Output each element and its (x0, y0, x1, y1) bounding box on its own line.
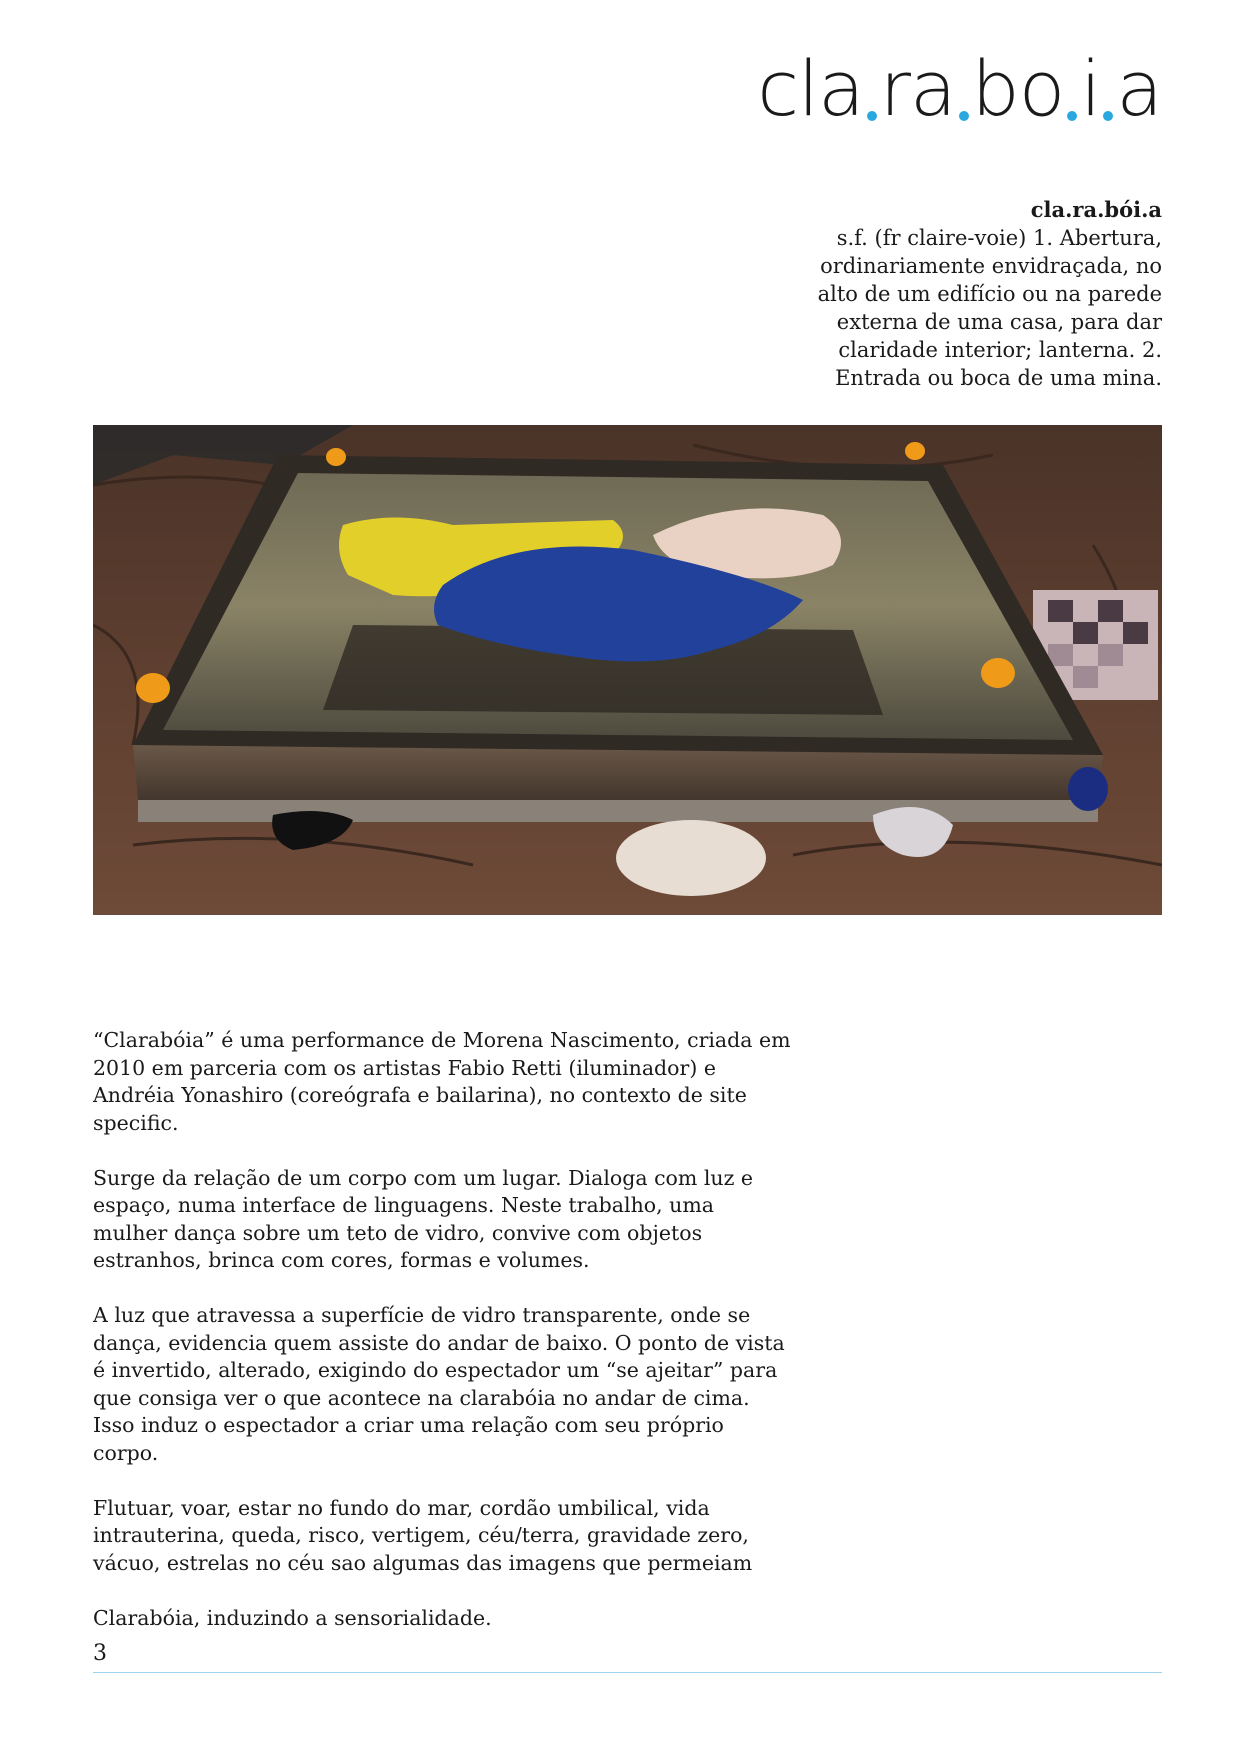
body-paragraph: Surge da relação de um corpo com um lugar. Dialoga com luz e espaço, numa interface de linguagens. Neste trabalho, uma mulher dança sobre um teto de vidro, convive com objetos estranhos, brinca com cores, formas e volumes. (93, 1165, 754, 1272)
definition-line: s.f. (fr claire-voie) 1. Abertura, (836, 226, 1162, 250)
blue-jar (1068, 767, 1108, 811)
body-paragraph: Clarabóia, induzindo a sensorialidade. (93, 1605, 492, 1630)
definition-term: cla.ra.bói.a (1030, 197, 1162, 222)
logo-syllable: i (1080, 44, 1101, 133)
logo-syllable: bo (971, 44, 1065, 133)
definition-line: Entrada ou boca de uma mina. (835, 366, 1162, 390)
performance-photo (93, 425, 1162, 915)
skylight-illustration (93, 425, 1162, 915)
definition-line: externa de uma casa, para dar (836, 310, 1162, 334)
logo-syllable: ra (879, 44, 956, 133)
dictionary-definition (802, 196, 1162, 392)
white-bag (616, 820, 766, 896)
definition-line: alto de um edifício ou na parede (817, 282, 1162, 306)
logo (757, 44, 1162, 134)
logo-dot (1103, 111, 1113, 121)
logo-syllable: a (1116, 44, 1162, 133)
page-number: 3 (93, 1641, 107, 1666)
logo-dot (959, 111, 969, 121)
footer-rule (93, 1672, 1162, 1673)
logo-syllable: cla (757, 44, 864, 133)
definition-line: claridade interior; lanterna. 2. (838, 338, 1162, 362)
logo-dot (1067, 111, 1077, 121)
definition-line: ordinariamente envidraçada, no (820, 254, 1162, 278)
logo-dot (867, 111, 877, 121)
body-paragraph: A luz que atravessa a superfície de vidro transparente, onde se dança, evidencia quem assiste do andar de baixo. O ponto de vista é invertido, alterado, exigindo do espectador um “se ajeitar” para que consiga ver o que acontece na clarabóia no andar de cima. Isso induz o espectador a criar uma relação com seu próprio corpo. (93, 1303, 785, 1465)
body-text (93, 1027, 793, 1660)
body-paragraph: “Clarabóia” é uma performance de Morena Nascimento, criada em 2010 em parceria com os artistas Fabio Retti (iluminador) e Andréia Yonashiro (coreógrafa e bailarina), no contexto de site specific. (93, 1028, 791, 1135)
body-paragraph: Flutuar, voar, estar no fundo do mar, cordão umbilical, vida intrauterina, queda, risco, vertigem, céu/terra, gravidade zero, vácuo, estrelas no céu sao algumas das imagens que permeiam (93, 1495, 753, 1575)
